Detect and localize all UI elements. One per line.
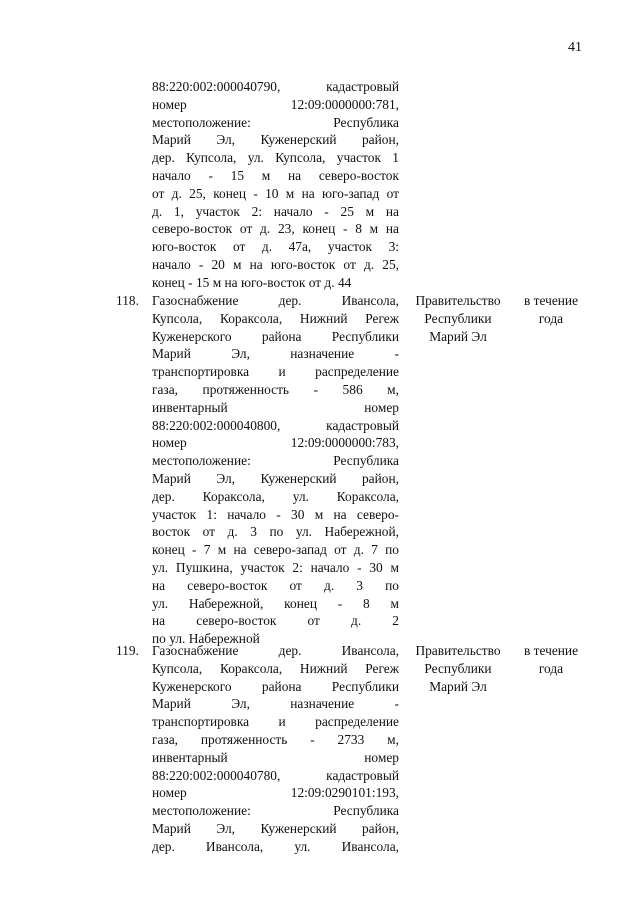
authority-line: Марий Эл [429,678,487,694]
description-line: номер 12:09:0000000:783, [152,435,399,451]
description-line: местоположение: Республика [152,453,399,469]
description-line: местоположение: Республика [152,114,399,130]
entry-number: 119. [116,643,139,658]
description-line: 88:220:002:000040800, кадастровый [152,417,399,433]
description-line: на северо-восток от д. 3 по [152,577,399,593]
continuation-description [152,78,399,292]
description-line: Газоснабжение дер. Ивансола, [152,643,399,658]
description-line: 88:220:002:000040780, кадастровый [152,767,399,783]
description-line: от д. 25, конец - 10 м на юго-запад от [152,185,399,201]
entry-number: 118. [116,293,139,308]
description-line: на северо-восток от д. 2 [152,613,399,629]
description-line: Марий Эл, Куженерский район, [152,470,399,486]
description-line: ул. Набережной, конец - 8 м [152,595,399,611]
authority-line: Республики [424,660,492,676]
deadline-line: года [538,660,564,676]
description-line: газа, протяженность - 2733 м, [152,731,399,747]
description-line: дер. Кораксола, ул. Кораксола, [152,488,399,504]
description-line: дер. Ивансола, ул. Ивансола, [152,838,399,854]
description-line: Марий Эл, назначение - [152,696,399,712]
authority-line: Марий Эл [429,328,487,344]
entry-description [152,642,399,856]
description-line: номер 12:09:0000000:781, [152,96,399,112]
description-line: Купсола, Кораксола, Нижний Регеж [152,310,399,326]
authority-line: Правительство [415,643,501,658]
description-line: юго-восток от д. 47а, участок 3: [152,239,399,255]
description-line: 88:220:002:000040790, кадастровый [152,79,399,94]
description-line: участок 1: начало - 30 м на северо- [152,506,399,522]
description-line: номер 12:09:0290101:193, [152,785,399,801]
description-line: Газоснабжение дер. Ивансола, [152,293,399,308]
description-line: конец - 15 м на юго-восток от д. 44 [152,274,352,290]
description-line: транспортировка и распределение [152,364,399,380]
description-line: Куженерского района Республики [152,328,399,344]
responsible-authority [405,292,511,345]
description-line: Купсола, Кораксола, Нижний Регеж [152,660,399,676]
description-line: ул. Пушкина, участок 2: начало - 30 м [152,559,399,575]
description-line: газа, протяженность - 586 м, [152,381,399,397]
deadline-line: года [538,310,564,326]
description-line: местоположение: Республика [152,803,399,819]
description-line: инвентарный номер [152,749,399,765]
page-number: 41 [568,40,582,55]
description-line: д. 1, участок 2: начало - 25 м на [152,203,399,219]
description-line: Марий Эл, Куженерский район, [152,820,399,836]
description-line: восток от д. 3 по ул. Набережной, [152,524,399,540]
description-line: северо-восток от д. 23, конец - 8 м на [152,221,399,237]
authority-line: Правительство [415,293,501,308]
description-line: начало - 15 м на северо-восток [152,167,399,183]
description-line: по ул. Набережной [152,631,260,647]
entry-description [152,292,399,648]
description-line: Марий Эл, Куженерский район, [152,132,399,148]
description-line: дер. Купсола, ул. Купсола, участок 1 [152,150,399,166]
description-line: Марий Эл, назначение - [152,346,399,362]
description-line: конец - 7 м на северо-запад от д. 7 по [152,542,399,558]
authority-line: Республики [424,310,492,326]
deadline [518,642,584,678]
responsible-authority [405,642,511,695]
deadline-line: в течение [523,293,579,308]
description-line: инвентарный номер [152,399,399,415]
description-line: начало - 20 м на юго-восток от д. 25, [152,256,399,272]
deadline [518,292,584,328]
description-line: Куженерского района Республики [152,678,399,694]
deadline-line: в течение [523,643,579,658]
description-line: транспортировка и распределение [152,714,399,730]
